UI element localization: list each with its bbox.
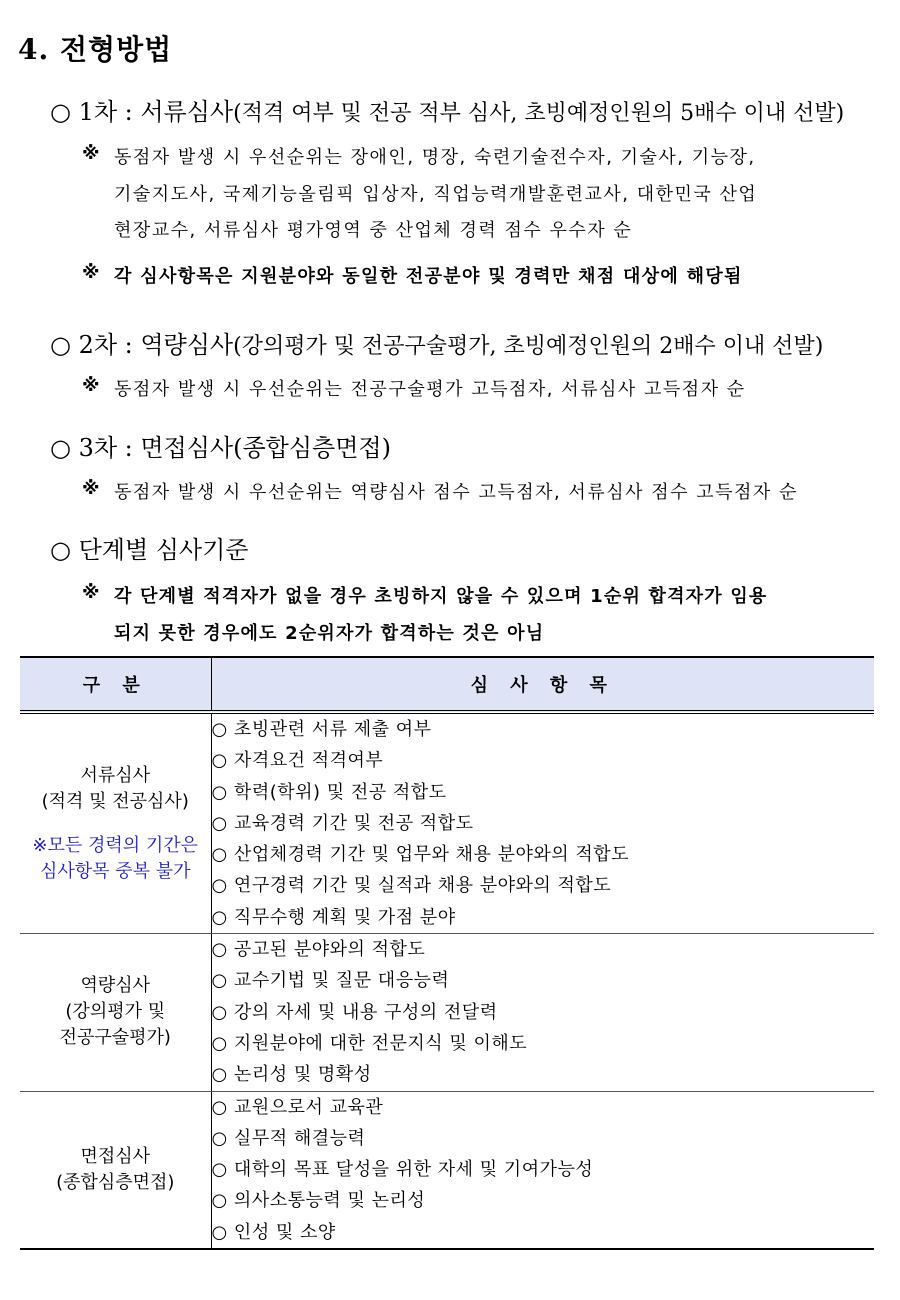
list-item: ○ 학력(학위) 및 전공 적합도 bbox=[211, 781, 447, 803]
list-item: ○ 직무수행 계획 및 가점 분야 bbox=[211, 906, 456, 928]
section-heading: 4. 전형방법 bbox=[18, 33, 173, 66]
list-item: ○ 실무적 해결능력 bbox=[211, 1127, 366, 1149]
criteria-note-line-2: 되지 못한 경우에도 2순위자가 합격하는 것은 아님 bbox=[114, 623, 545, 644]
list-item: ○ 자격요건 적격여부 bbox=[211, 750, 384, 772]
reference-mark-icon: ※ bbox=[82, 262, 101, 283]
stage1-note-line-3: 현장교수, 서류심사 평가영역 중 산업체 경력 점수 우수자 순 bbox=[114, 220, 633, 241]
stage1-detail: (적격 여부 및 전공 적부 심사, 초빙예정인원의 5배수 이내 선발) bbox=[233, 101, 845, 126]
criteria-title: ○ 단계별 심사기준 bbox=[50, 536, 249, 564]
list-item: ○ 연구경력 기간 및 실적과 채용 분야와의 적합도 bbox=[211, 875, 612, 897]
stage1-bold-note: 각 심사항목은 지원분야와 동일한 전공분야 및 경력만 채점 대상에 해당됨 bbox=[114, 266, 743, 287]
reference-mark-icon: ※ bbox=[82, 375, 101, 396]
category-subtitle: (적격 및 전공심사) bbox=[41, 790, 189, 812]
header-category: 구 분 bbox=[20, 657, 211, 712]
reference-mark-icon: ※ bbox=[82, 143, 101, 164]
criteria-table bbox=[20, 656, 874, 1250]
table-header-row bbox=[20, 657, 874, 712]
category-subtitle: (강의평가 및 bbox=[65, 1001, 166, 1023]
category-cell bbox=[20, 1091, 211, 1249]
criteria-note-line-1: 각 단계별 적격자가 없을 경우 초빙하지 않을 수 있으며 1순위 합격자가 임용 bbox=[114, 586, 768, 607]
list-item: ○ 논리성 및 명확성 bbox=[211, 1064, 372, 1086]
table-row bbox=[20, 712, 874, 934]
list-item: ○ 공고된 분야와의 적합도 bbox=[211, 939, 426, 961]
items-cell bbox=[211, 712, 874, 934]
list-item: ○ 의사소통능력 및 논리성 bbox=[211, 1190, 426, 1212]
stage3-note: 동점자 발생 시 우선순위는 역량심사 점수 고득점자, 서류심사 점수 고득점자 순 bbox=[114, 482, 798, 503]
duplicate-note-line-1: ※모든 경력의 기간은 bbox=[32, 834, 199, 856]
items-cell bbox=[211, 1091, 874, 1249]
category-cell bbox=[20, 712, 211, 934]
list-item: ○ 대학의 목표 달성을 위한 자세 및 기여가능성 bbox=[211, 1159, 594, 1181]
list-item: ○ 교원으로서 교육관 bbox=[211, 1096, 384, 1118]
items-cell bbox=[211, 934, 874, 1091]
stage2-heading bbox=[50, 325, 823, 360]
stage1-heading bbox=[50, 92, 844, 127]
reference-mark-icon: ※ bbox=[82, 478, 101, 499]
stage1-note-line-2: 기술지도사, 국제기능올림픽 입상자, 직업능력개발훈련교사, 대한민국 산업 bbox=[114, 184, 758, 205]
header-items: 심 사 항 목 bbox=[211, 657, 874, 712]
criteria-heading bbox=[50, 530, 249, 565]
stage2-prefix: ○ 2차 : 역량심사 bbox=[50, 331, 234, 359]
list-item: ○ 인성 및 소양 bbox=[211, 1221, 336, 1243]
stage3-heading bbox=[50, 428, 391, 463]
list-item: ○ 산업체경력 기간 및 업무와 채용 분야와의 적합도 bbox=[211, 844, 630, 866]
category-name: 서류심사 bbox=[80, 764, 151, 786]
duplicate-note-line-2: 심사항목 중복 불가 bbox=[39, 860, 191, 882]
stage1-prefix: ○ 1차 : 서류심사 bbox=[50, 98, 234, 126]
list-item: ○ 교육경력 기간 및 전공 적합도 bbox=[211, 812, 474, 834]
table-row bbox=[20, 934, 874, 1091]
list-item: ○ 강의 자세 및 내용 구성의 전달력 bbox=[211, 1001, 498, 1023]
list-item: ○ 초빙관련 서류 제출 여부 bbox=[211, 719, 432, 740]
stage2-detail: (강의평가 및 전공구술평가, 초빙예정인원의 2배수 이내 선발) bbox=[233, 334, 824, 359]
stage3-prefix: ○ 3차 : 면접심사(종합심층면접) bbox=[50, 434, 391, 462]
category-name: 면접심사 bbox=[80, 1145, 151, 1167]
stage2-note: 동점자 발생 시 우선순위는 전공구술평가 고득점자, 서류심사 고득점자 순 bbox=[114, 379, 746, 400]
category-name: 역량심사 bbox=[80, 975, 151, 997]
list-item: ○ 교수기법 및 질문 대응능력 bbox=[211, 970, 450, 992]
category-subtitle: (종합심층면접) bbox=[56, 1171, 175, 1193]
duplicate-note bbox=[20, 833, 211, 885]
list-item: ○ 지원분야에 대한 전문지식 및 이해도 bbox=[211, 1032, 528, 1054]
table-row bbox=[20, 1091, 874, 1249]
category-cell bbox=[20, 934, 211, 1091]
reference-mark-icon: ※ bbox=[82, 582, 101, 603]
stage1-note-line-1: 동점자 발생 시 우선순위는 장애인, 명장, 숙련기술전수자, 기술사, 기능장, bbox=[114, 147, 756, 168]
category-subtitle: 전공구술평가) bbox=[59, 1027, 171, 1049]
